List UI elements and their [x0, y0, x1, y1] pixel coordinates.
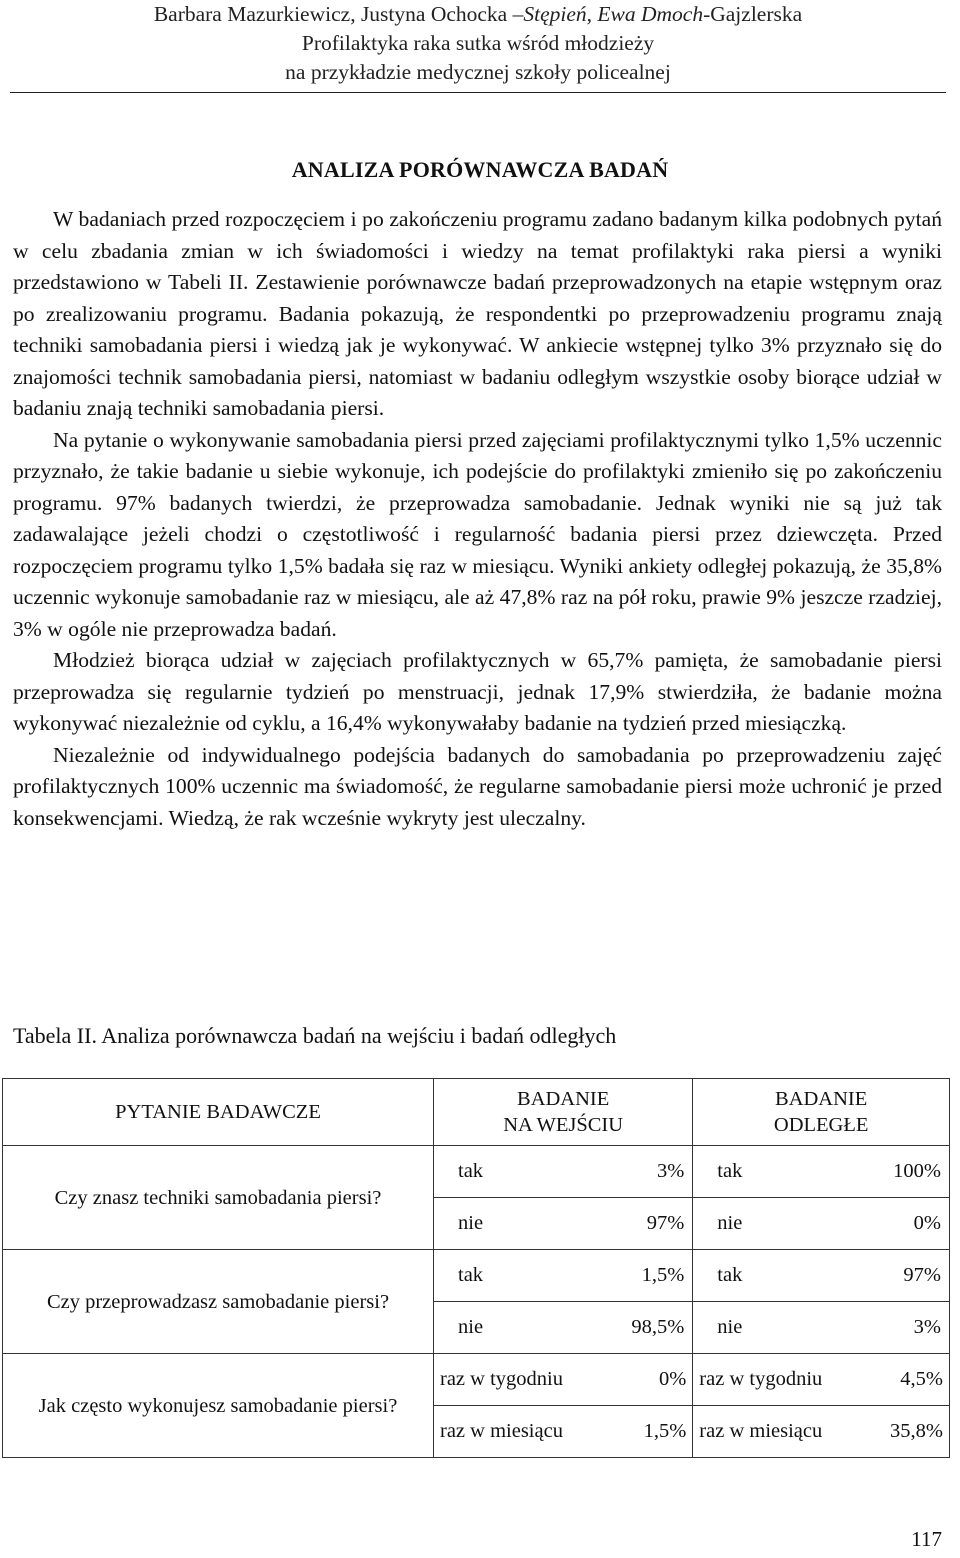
answer-remote: raz w tygodniu — [693, 1354, 867, 1406]
percent-entry: 0% — [607, 1354, 692, 1406]
percent-entry: 97% — [607, 1198, 692, 1250]
header-rule — [10, 92, 946, 93]
percent-remote: 0% — [867, 1198, 950, 1250]
question-cell: Czy znasz techniki samobadania piersi? — [3, 1146, 434, 1250]
percent-remote: 35,8% — [867, 1406, 950, 1458]
table-caption: Tabela II. Analiza porównawcza badań na wejściu i badań odległych — [13, 1023, 617, 1048]
header-authors-part1: Barbara Mazurkiewicz, Justyna Ochocka – — [153, 2, 524, 26]
page-number: 117 — [911, 1527, 942, 1551]
paragraph-2: Na pytanie o wykonywanie samobadania piersi przed zajęciami profilaktycznymi tylko 1,5% uczennic przyznało, że takie badanie u siebie wykonuje, ich podejście do profilaktyki zmieniło się po zakończeniu programu. 97% badanych twierdzi, że przeprowadza samobadanie. Jednak wyniki nie są już tak zadawalające jeżeli chodzi o częstotliwość i regularność badania piersi przez dziewczęta. Przed rozpoczęciem programu tylko 1,5% badała się raz w miesiącu. Wyniki ankiety odległej pokazują, że 35,8% uczennic wykonuje samobadanie raz w miesiącu, ale aż 47,8% raz na pół roku, prawie 9% jeszcze rzadziej, 3% w ogóle nie przeprowadza badań. — [13, 427, 942, 641]
header-remote-line2: ODLEGŁE — [773, 1114, 869, 1136]
percent-entry: 3% — [607, 1146, 692, 1198]
header-title-line2: na przykładzie medycznej szkoły policealnej — [285, 60, 671, 84]
answer-entry: nie — [434, 1302, 608, 1354]
paragraph-3: Młodzież biorąca udział w zajęciach profilaktycznych w 65,7% pamięta, że samobadanie piersi przeprowadza się regularnie tydzień po menstruacji, jednak 17,9% stwierdziła, że badanie można wykonywać niezależnie od cyklu, a 16,4% wykonywałaby badanie na tydzień przed miesiączką. — [13, 648, 942, 735]
header-entry-study — [434, 1079, 693, 1146]
percent-remote: 3% — [867, 1302, 950, 1354]
percent-entry: 1,5% — [607, 1406, 692, 1458]
header-authors-part3: -Gajzlerska — [703, 2, 803, 26]
section-title: ANALIZA PORÓWNAWCZA BADAŃ — [291, 157, 669, 182]
header-question: PYTANIE BADAWCZE — [3, 1079, 434, 1146]
header-remote-study — [693, 1079, 950, 1146]
answer-entry: tak — [434, 1146, 608, 1198]
header-authors — [10, 0, 946, 29]
percent-remote: 4,5% — [867, 1354, 950, 1406]
header-title-line1: Profilaktyka raka sutka wśród młodzieży — [301, 31, 655, 55]
percent-remote: 100% — [867, 1146, 950, 1198]
header-remote-line1: BADANIE — [775, 1088, 868, 1110]
answer-remote: raz w miesiącu — [693, 1406, 867, 1458]
answer-entry: raz w tygodniu — [434, 1354, 608, 1406]
body-text — [13, 204, 942, 834]
answer-entry: tak — [434, 1250, 608, 1302]
question-cell: Czy przeprowadzasz samobadanie piersi? — [3, 1250, 434, 1354]
table-row — [3, 1250, 950, 1302]
answer-remote: tak — [693, 1250, 867, 1302]
running-header — [10, 0, 946, 87]
header-entry-line2: NA WEJŚCIU — [503, 1114, 624, 1136]
answer-entry: nie — [434, 1198, 608, 1250]
table-row — [3, 1354, 950, 1406]
table-header-row — [3, 1079, 950, 1146]
header-entry-line1: BADANIE — [517, 1088, 610, 1110]
answer-remote: nie — [693, 1198, 867, 1250]
answer-entry: raz w miesiącu — [434, 1406, 608, 1458]
question-cell: Jak często wykonujesz samobadanie piersi? — [3, 1354, 434, 1458]
header-authors-part2: Stępień, Ewa Dmoch — [523, 2, 704, 26]
table-row — [3, 1146, 950, 1198]
answer-remote: tak — [693, 1146, 867, 1198]
comparison-table — [2, 1078, 950, 1458]
percent-entry: 1,5% — [607, 1250, 692, 1302]
paragraph-1: W badaniach przed rozpoczęciem i po zakończeniu programu zadano badanym kilka podobnych pytań w celu zbadania zmian w ich świadomości i wiedzy na temat profilaktyki raka piersi a wyniki przedstawiono w Tabeli II. Zestawienie porównawcze badań przeprowadzonych na etapie wstępnym oraz po zrealizowaniu programu. Badania pokazują, że respondentki po przeprowadzeniu programu znają techniki samobadania piersi i wiedzą jak je wykonywać. W ankiecie wstępnej tylko 3% przyznało się do znajomości technik samobadania piersi, natomiast w badaniu odległym wszystkie osoby biorące udział w badaniu znają techniki samobadania piersi. — [13, 207, 942, 420]
paragraph-4: Niezależnie od indywidualnego podejścia badanych do samobadania po przeprowadzeniu zajęć profilaktycznych 100% uczennic ma świadomość, że regularne samobadanie piersi może uchronić je przed konsekwencjami. Wiedzą, że rak wcześnie wykryty jest uleczalny. — [13, 742, 942, 830]
answer-remote: nie — [693, 1302, 867, 1354]
percent-remote: 97% — [867, 1250, 950, 1302]
percent-entry: 98,5% — [607, 1302, 692, 1354]
